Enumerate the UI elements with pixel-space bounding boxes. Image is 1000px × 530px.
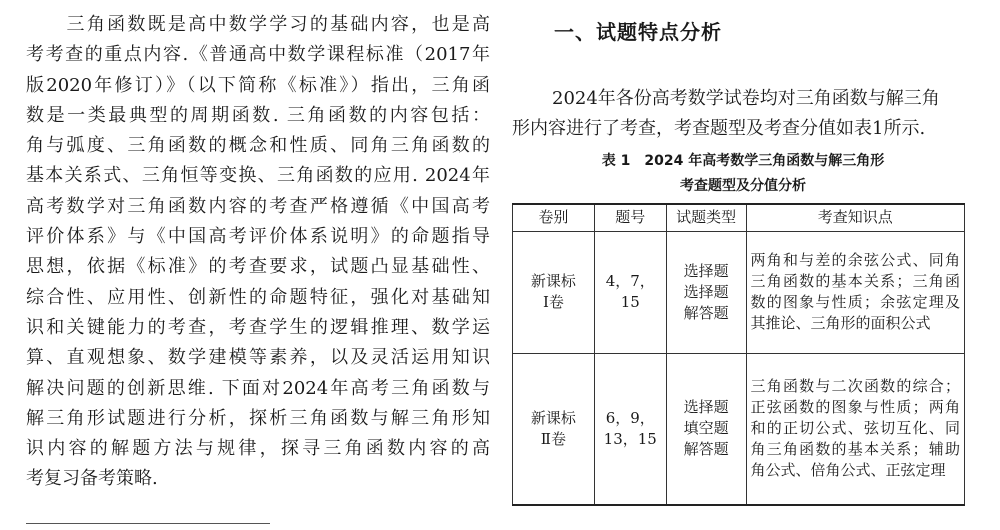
paper-label: Ⅰ卷	[542, 293, 564, 311]
paper-label: Ⅱ卷	[540, 429, 566, 448]
question-numbers-cell	[594, 353, 666, 505]
text-line: 考考查的重点内容.《普通高中数学课程标准（2017年	[26, 44, 490, 66]
paper-label: 新课标	[530, 408, 576, 427]
question-types-cell	[666, 231, 746, 353]
question-numbers: 6，9，	[605, 408, 655, 427]
question-types-cell	[666, 353, 746, 505]
text-line: 考复习备考策略.	[26, 468, 158, 490]
paragraph-line: 2024年各份高考数学试卷均对三角函数与解三角	[552, 88, 940, 109]
text-line: 算、直观想象、数学建模等素养，以及灵活运用知识	[26, 347, 490, 369]
paper-label: 新课标	[530, 272, 576, 290]
footnote-divider	[26, 523, 270, 524]
question-type: 填空题	[683, 419, 729, 438]
text-line: 综合性、应用性、创新性的命题特征，强化对基础知	[26, 286, 490, 308]
knowledge-cell: 两角和与差的余弦公式、同角三角函数的基本关系；三角函数的图象与性质；余弦定理及其推论、三角形的面积公式	[746, 231, 964, 353]
text-line: 数是一类最典型的周期函数. 三角函数的内容包括：	[26, 104, 490, 126]
paper-cell	[513, 231, 595, 353]
question-numbers: 13，15	[603, 429, 657, 448]
question-type: 选择题	[683, 282, 729, 301]
question-type: 解答题	[683, 303, 729, 322]
table-header-row	[513, 204, 965, 231]
text-line: 思想，依据《标准》的考查要求，试题凸显基础性、	[26, 256, 490, 278]
text-line: 评价体系》与《中国高考评价体系说明》的命题指导	[26, 226, 490, 248]
question-type: 选择题	[683, 398, 729, 417]
paragraph-line: 形内容进行了考查，考查题型及考查分值如表1所示.	[512, 118, 926, 139]
header-paper: 卷别	[513, 204, 595, 231]
table-row	[513, 353, 965, 505]
header-knowledge-points: 考查知识点	[746, 204, 964, 231]
text-line: 识内容的解题方法与规律，探寻三角函数内容的高	[26, 438, 490, 460]
text-line: 角与弧度、三角函数的概念和性质、同角三角函数的	[26, 135, 490, 157]
intro-paragraph	[26, 10, 490, 495]
question-numbers-cell: 4，7，15	[594, 231, 666, 353]
text-line: 识和关键能力的考查，考查学生的逻辑推理、数学运	[26, 316, 490, 338]
table-caption-line2: 考查题型及分值分析	[680, 178, 806, 194]
question-analysis-table	[512, 203, 965, 506]
question-type: 解答题	[683, 440, 729, 459]
paper-cell	[513, 353, 595, 505]
text-line: 高考数学对三角函数内容的考查严格遵循《中国高考	[26, 195, 490, 217]
table-caption: 表 1 2024 年高考数学三角函数与解三角形	[601, 153, 885, 169]
text-line: 基本关系式、三角恒等变换、三角函数的应用. 2024年	[26, 165, 490, 187]
question-type: 选择题	[683, 261, 729, 280]
header-question-types: 试题类型	[666, 204, 746, 231]
table-row	[513, 231, 965, 353]
header-question-numbers: 题号	[594, 204, 666, 231]
text-line: 版2020年修订）》（以下简称《标准》）指出，三角函	[26, 74, 490, 96]
text-line: 解三角形试题进行分析，探析三角函数与解三角形知	[26, 407, 490, 429]
section-heading: 一、试题特点分析	[554, 20, 722, 44]
knowledge-cell: 三角函数与二次函数的综合；正弦函数的图象与性质；两角和的正切公式、弦切互化、同角三角函数的基本关系；辅助角公式、倍角公式、正弦定理	[746, 353, 964, 505]
text-line: 三角函数既是高中数学学习的基础内容，也是高	[26, 14, 490, 35]
text-line: 解决问题的创新思维. 下面对2024年高考三角函数与	[26, 377, 490, 399]
